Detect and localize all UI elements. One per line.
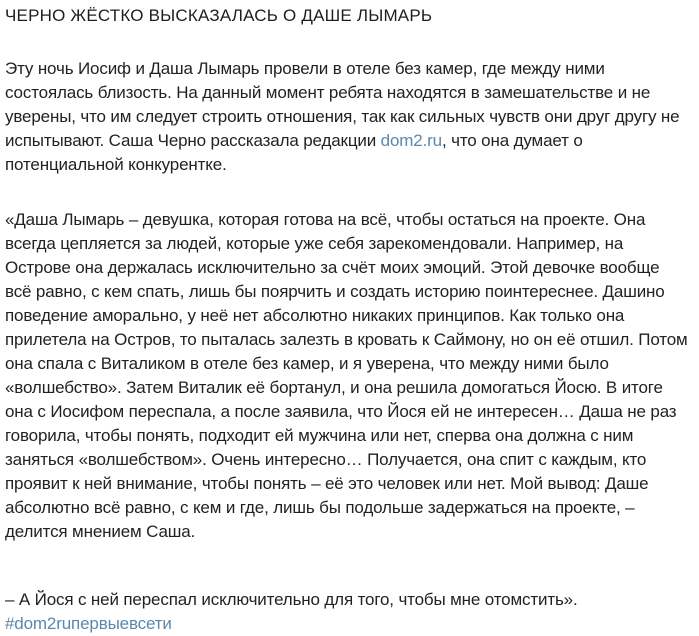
paragraph-intro <box>5 57 690 177</box>
post-headline: ЧЕРНО ЖЁСТКО ВЫСКАЗАЛАСЬ О ДАШЕ ЛЫМАРЬ <box>5 6 433 25</box>
hashtag-line <box>5 612 690 636</box>
paragraph-closing: – А Йося с ней переспал исключительно для того, чтобы мне отомстить». <box>5 590 578 609</box>
hashtag-link[interactable]: #dom2ruпервыевсети <box>5 614 172 633</box>
dom2-ru-link[interactable]: dom2.ru <box>380 131 442 150</box>
paragraph-intro-text: Эту ночь Иосиф и Даша Лымарь провели в отеле без камер, где между ними состоялась близость. На данный момент ребята находятся в замешательстве и не уверены, что им следует строить отношения, так как сильных чувств они друг другу не испытывают. Саша Черно рассказала редакции <box>5 59 680 150</box>
paragraph-quote: «Даша Лымарь – девушка, которая готова на всё, чтобы остаться на проекте. Она всегда цепляется за людей, которые уже себя зарекомендовали. Например, на Острове она держалась исключительно за счёт моих эмоций. Этой девочке вообще всё равно, с кем спать, лишь бы поярчить и создать историю поинтереснее. Дашино поведение аморально, у неё нет абсолютно никаких принципов. Как только она прилетела на Остров, то пыталась залезть в кровать к Саймону, но он её отшил. Потом она спала с Виталиком в отеле без камер, и я уверена, что между ними было «волшебство». Затем Виталик её бортанул, и она решила домогаться Йосю. В итоге она с Иосифом переспала, а после заявила, что Йося ей не интересен… Даша не раз говорила, чтобы понять, подходит ей мужчина или нет, сперва она должна с ним заняться «волшебством». Очень интересно… Получается, она спит с каждым, кто проявит к ней внимание, чтобы понять – её это человек или нет. Мой вывод: Даше абсолютно всё равно, с кем и где, лишь бы подольше задержаться на проекте, – делится мнением Саша. <box>5 210 688 541</box>
paragraph-intro-tail: , что она думает о потенциальной конкурентке. <box>5 131 583 174</box>
